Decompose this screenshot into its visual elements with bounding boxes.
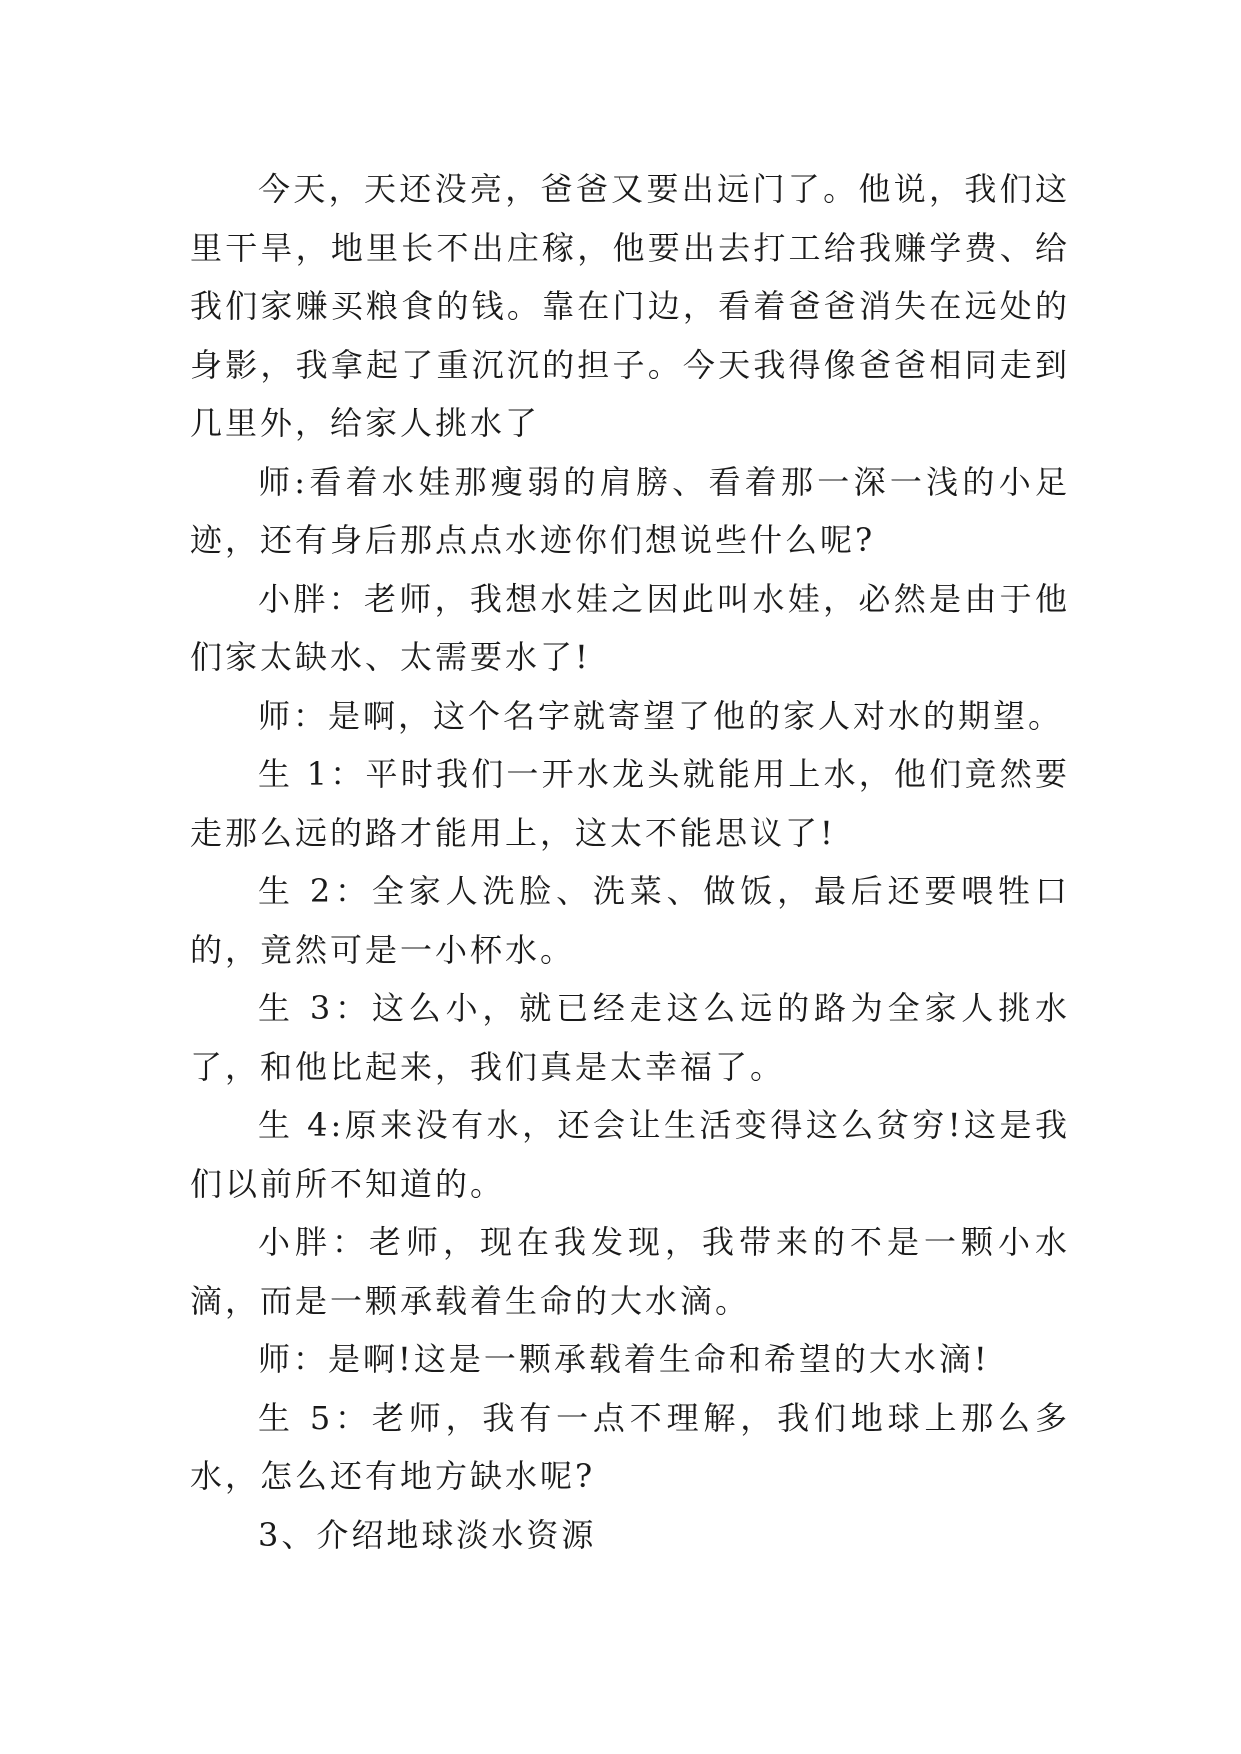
paragraph-10: 师：是啊!这是一颗承载着生命和希望的大水滴! (258, 1340, 990, 1378)
paragraph-8: 生 4:原来没有水，还会让生活变得这么贫穷!这是我们以前所不知道的。 (190, 1106, 1070, 1203)
paragraph-4: 师：是啊，这个名字就寄望了他的家人对水的期望。 (258, 696, 1064, 735)
paragraph-7: 生 3：这么小，就已经走这么远的路为全家人挑水了，和他比起来，我们真是太幸福了。 (190, 989, 1070, 1086)
paragraph-1: 今天，天还没亮，爸爸又要出远门了。他说，我们这里干旱，地里长不出庄稼，他要出去打工给我赚学费、给我们家赚买粮食的钱。靠在门边，看着爸爸消失在远处的身影，我拿起了重沉沉的担子。今天我得像爸爸相同走到几里外，给家人挑水了 (190, 170, 1070, 442)
paragraph-6: 生 2：全家人洗脸、洗菜、做饭，最后还要喂牲口的，竟然可是一小杯水。 (190, 872, 1070, 969)
paragraph-5: 生 1：平时我们一开水龙头就能用上水，他们竟然要走那么远的路才能用上，这太不能思议了! (190, 755, 1070, 852)
paragraph-11: 生 5：老师，我有一点不理解，我们地球上那么多水，怎么还有地方缺水呢? (190, 1398, 1070, 1495)
document-body (190, 160, 1070, 1564)
paragraph-3: 小胖：老师，我想水娃之因此叫水娃，必然是由于他们家太缺水、太需要水了! (190, 579, 1070, 676)
section-heading: 3、介绍地球淡水资源 (258, 1515, 597, 1554)
paragraph-2: 师:看着水娃那瘦弱的肩膀、看着那一深一浅的小足迹，还有身后那点点水迹你们想说些什么呢? (190, 462, 1070, 559)
paragraph-9: 小胖：老师，现在我发现，我带来的不是一颗小水滴，而是一颗承载着生命的大水滴。 (190, 1223, 1070, 1320)
